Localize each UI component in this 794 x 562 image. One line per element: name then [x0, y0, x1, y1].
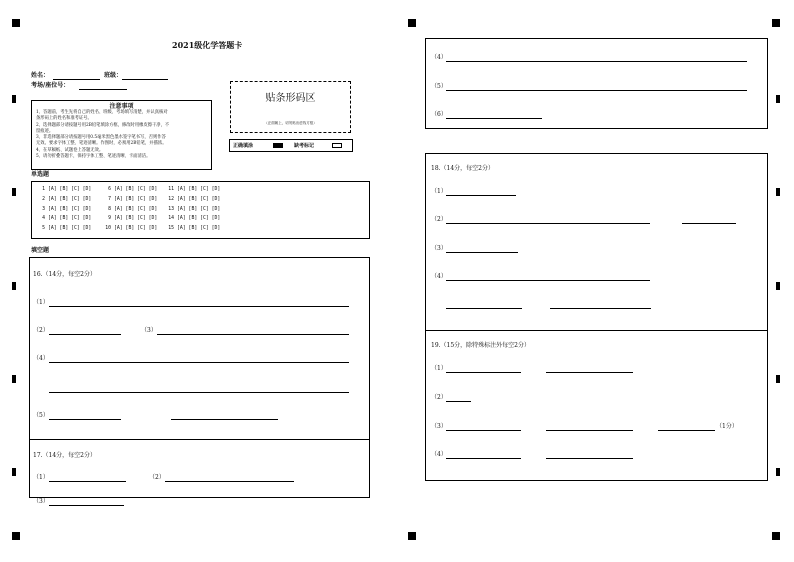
mc-options[interactable]: [A] [B] [C] [D]: [114, 216, 158, 221]
q18-answer-2b[interactable]: [682, 223, 736, 224]
q19-answer-1b[interactable]: [546, 372, 633, 373]
q18-label-4: （4）: [431, 273, 447, 280]
q16-label-2: （2）: [33, 327, 49, 334]
mc-number: 11: [168, 187, 174, 192]
mc-number: 5: [42, 226, 45, 231]
section-divider: [425, 330, 768, 331]
q16-label-5: （5）: [33, 412, 49, 419]
timing-mark: [12, 95, 16, 103]
mc-question-11[interactable]: [167, 187, 220, 192]
q17-label-6: （6）: [431, 111, 447, 118]
q18-answer-3[interactable]: [446, 252, 518, 253]
mc-number: 2: [42, 197, 45, 202]
q16-answer-5a[interactable]: [49, 419, 121, 420]
timing-mark: [776, 468, 780, 476]
correct-fill-label: 正确填涂: [233, 143, 254, 149]
q17-label-3: （3）: [33, 498, 49, 505]
q19-header: 19.（15分，除特殊标注外每空2分）: [431, 342, 530, 349]
mc-options[interactable]: [A] [B] [C] [D]: [114, 226, 158, 231]
mc-question-4[interactable]: [38, 216, 91, 221]
q19-special-note: （1分）: [716, 423, 738, 430]
q19-answer-2[interactable]: [446, 401, 471, 402]
mc-options[interactable]: [A] [B] [C] [D]: [177, 216, 221, 221]
q16-answer-4[interactable]: [49, 362, 349, 363]
q19-answer-3c[interactable]: [658, 430, 715, 431]
mc-question-7[interactable]: [104, 197, 157, 202]
q17-header: 17.（14分，每空2分）: [33, 452, 96, 459]
mc-number: 9: [108, 216, 111, 221]
q19-label-1: （1）: [431, 365, 447, 372]
timing-mark: [12, 188, 16, 196]
timing-mark: [12, 468, 16, 476]
mc-options[interactable]: [A] [B] [C] [D]: [48, 226, 92, 231]
notes-heading: 注意事项: [109, 103, 134, 110]
corner-mark-bottom-right: [772, 532, 780, 540]
barcode-note: （正面朝上，切勿贴出虚线方框）: [264, 121, 317, 125]
q17-label-5: （5）: [431, 83, 447, 90]
q19-answer-3a[interactable]: [446, 430, 521, 431]
mc-question-9[interactable]: [104, 216, 157, 221]
mc-number: 15: [168, 226, 174, 231]
timing-mark: [12, 282, 16, 290]
notes-line: 1、答题前，考生先将自己的姓名、班级、考场填写清楚，并认真核对: [36, 110, 168, 115]
q17-answer-3[interactable]: [49, 505, 124, 506]
q19-answer-4a[interactable]: [446, 458, 521, 459]
q16-label-3: （3）: [141, 327, 157, 334]
mc-question-8[interactable]: [104, 207, 157, 212]
mc-number: 4: [42, 216, 45, 221]
q19-answer-1a[interactable]: [446, 372, 521, 373]
barcode-title: 贴条形码区: [265, 93, 316, 104]
q16-answer-2[interactable]: [49, 334, 121, 335]
mc-question-6[interactable]: [104, 187, 157, 192]
mc-number: 3: [42, 207, 45, 212]
mc-question-1[interactable]: [38, 187, 91, 192]
mc-question-12[interactable]: [167, 197, 220, 202]
mc-options[interactable]: [A] [B] [C] [D]: [48, 207, 92, 212]
q18-label-2: （2）: [431, 216, 447, 223]
q18-q19-box: [425, 153, 768, 481]
mc-number: 13: [168, 207, 174, 212]
q18-answer-1[interactable]: [446, 195, 516, 196]
q18-label-3: （3）: [431, 245, 447, 252]
center-mark-bottom: [408, 532, 416, 540]
corner-mark-top-right: [772, 19, 780, 27]
mc-options[interactable]: [A] [B] [C] [D]: [114, 207, 158, 212]
mc-question-2[interactable]: [38, 197, 91, 202]
absent-mark-box[interactable]: [332, 143, 342, 148]
q17-label-2: （2）: [149, 474, 165, 481]
class-field[interactable]: [122, 79, 168, 80]
q16-label-4: （4）: [33, 355, 49, 362]
mc-options[interactable]: [A] [B] [C] [D]: [177, 187, 221, 192]
mc-options[interactable]: [A] [B] [C] [D]: [48, 216, 92, 221]
timing-mark: [776, 375, 780, 383]
notes-line: 留痕迹。: [36, 128, 54, 134]
notes-line: 无效。要求字体工整、笔迹清晰。作图时，必须用2B铅笔，并描浓。: [36, 141, 167, 147]
mc-number: 1: [42, 187, 45, 192]
class-label: 班级：: [104, 72, 123, 79]
q18-answer-4a[interactable]: [446, 280, 650, 281]
q17-answer-2[interactable]: [165, 481, 294, 482]
notes-line: 5、请勿折叠答题卡，保持字体工整、笔迹清晰、卡面清洁。: [36, 154, 151, 160]
section-divider: [29, 439, 370, 440]
notes-box: [31, 100, 212, 170]
notes-line: 条形码上的姓名和准考证号。: [36, 116, 92, 122]
mc-question-10[interactable]: [104, 226, 157, 231]
q17-answer-4[interactable]: [446, 61, 747, 62]
q17-answer-1[interactable]: [49, 481, 126, 482]
mc-options[interactable]: [A] [B] [C] [D]: [177, 197, 221, 202]
barcode-area: [230, 81, 351, 133]
mc-number: 14: [168, 216, 174, 221]
mc-number: 7: [108, 197, 111, 202]
fill-heading: 填空题: [31, 247, 50, 254]
q17-label-1: （1）: [33, 474, 49, 481]
mc-options[interactable]: [A] [B] [C] [D]: [48, 197, 92, 202]
q16-answer-4b[interactable]: [49, 392, 349, 393]
timing-mark: [776, 188, 780, 196]
mc-options[interactable]: [A] [B] [C] [D]: [48, 187, 92, 192]
q17-answer-6[interactable]: [446, 118, 542, 119]
absent-mark-label: 缺考标记: [294, 143, 315, 149]
timing-mark: [776, 282, 780, 290]
mc-question-14[interactable]: [167, 216, 220, 221]
mc-number: 8: [108, 207, 111, 212]
q18-header: 18.（14分，每空2分）: [431, 165, 494, 172]
q17-answer-5[interactable]: [446, 90, 747, 91]
q17-continued-box: [425, 38, 768, 129]
page-title: 2021级化学答题卡: [172, 40, 243, 50]
q19-label-4: （4）: [431, 451, 447, 458]
q18-answer-4b[interactable]: [446, 308, 522, 309]
q16-answer-1[interactable]: [49, 306, 349, 307]
correct-fill-sample: [273, 143, 283, 148]
q16-q17-box: [29, 257, 370, 498]
mc-options[interactable]: [A] [B] [C] [D]: [114, 187, 158, 192]
center-mark-top: [408, 19, 416, 27]
fill-legend: [229, 139, 353, 152]
q18-answer-2a[interactable]: [446, 223, 650, 224]
mc-heading: 单选题: [31, 171, 50, 178]
q19-answer-3b[interactable]: [546, 430, 633, 431]
mc-number: 6: [108, 187, 111, 192]
corner-mark-top-left: [12, 19, 20, 27]
q16-header: 16.（14分，每空2分）: [33, 271, 96, 278]
q18-answer-4c[interactable]: [550, 308, 651, 309]
mc-options[interactable]: [A] [B] [C] [D]: [177, 226, 221, 231]
q19-label-3: （3）: [431, 423, 447, 430]
q16-answer-3[interactable]: [157, 334, 349, 335]
mc-number: 10: [105, 226, 111, 231]
mc-question-15[interactable]: [167, 226, 220, 231]
mc-options[interactable]: [A] [B] [C] [D]: [114, 197, 158, 202]
q16-label-1: （1）: [33, 299, 49, 306]
timing-mark: [776, 95, 780, 103]
corner-mark-bottom-left: [12, 532, 20, 540]
notes-line: 3、非选择题部分请按题号用0.5毫米黑色墨水签字笔书写，否则作答: [36, 135, 166, 141]
q17-label-4: （4）: [431, 54, 447, 61]
mc-question-5[interactable]: [38, 226, 91, 231]
notes-line: 2、选择题部分请按题号用2B铅笔填涂方框，修改时用橡皮擦干净，不: [36, 122, 170, 128]
mc-question-3[interactable]: [38, 207, 91, 212]
room-seat-label: 考场/座位号：: [31, 82, 70, 89]
q16-answer-5b[interactable]: [171, 419, 278, 420]
q19-label-2: （2）: [431, 394, 447, 401]
mc-options[interactable]: [A] [B] [C] [D]: [177, 207, 221, 212]
q18-label-1: （1）: [431, 188, 447, 195]
name-field[interactable]: [53, 79, 100, 80]
room-seat-field[interactable]: [79, 89, 127, 90]
mc-question-13[interactable]: [167, 207, 220, 212]
name-label: 姓名：: [31, 72, 50, 79]
mc-number: 12: [168, 197, 174, 202]
notes-line: 4、在草稿纸、试题卷上答题无效。: [36, 147, 104, 153]
q19-answer-4b[interactable]: [546, 458, 633, 459]
timing-mark: [12, 375, 16, 383]
